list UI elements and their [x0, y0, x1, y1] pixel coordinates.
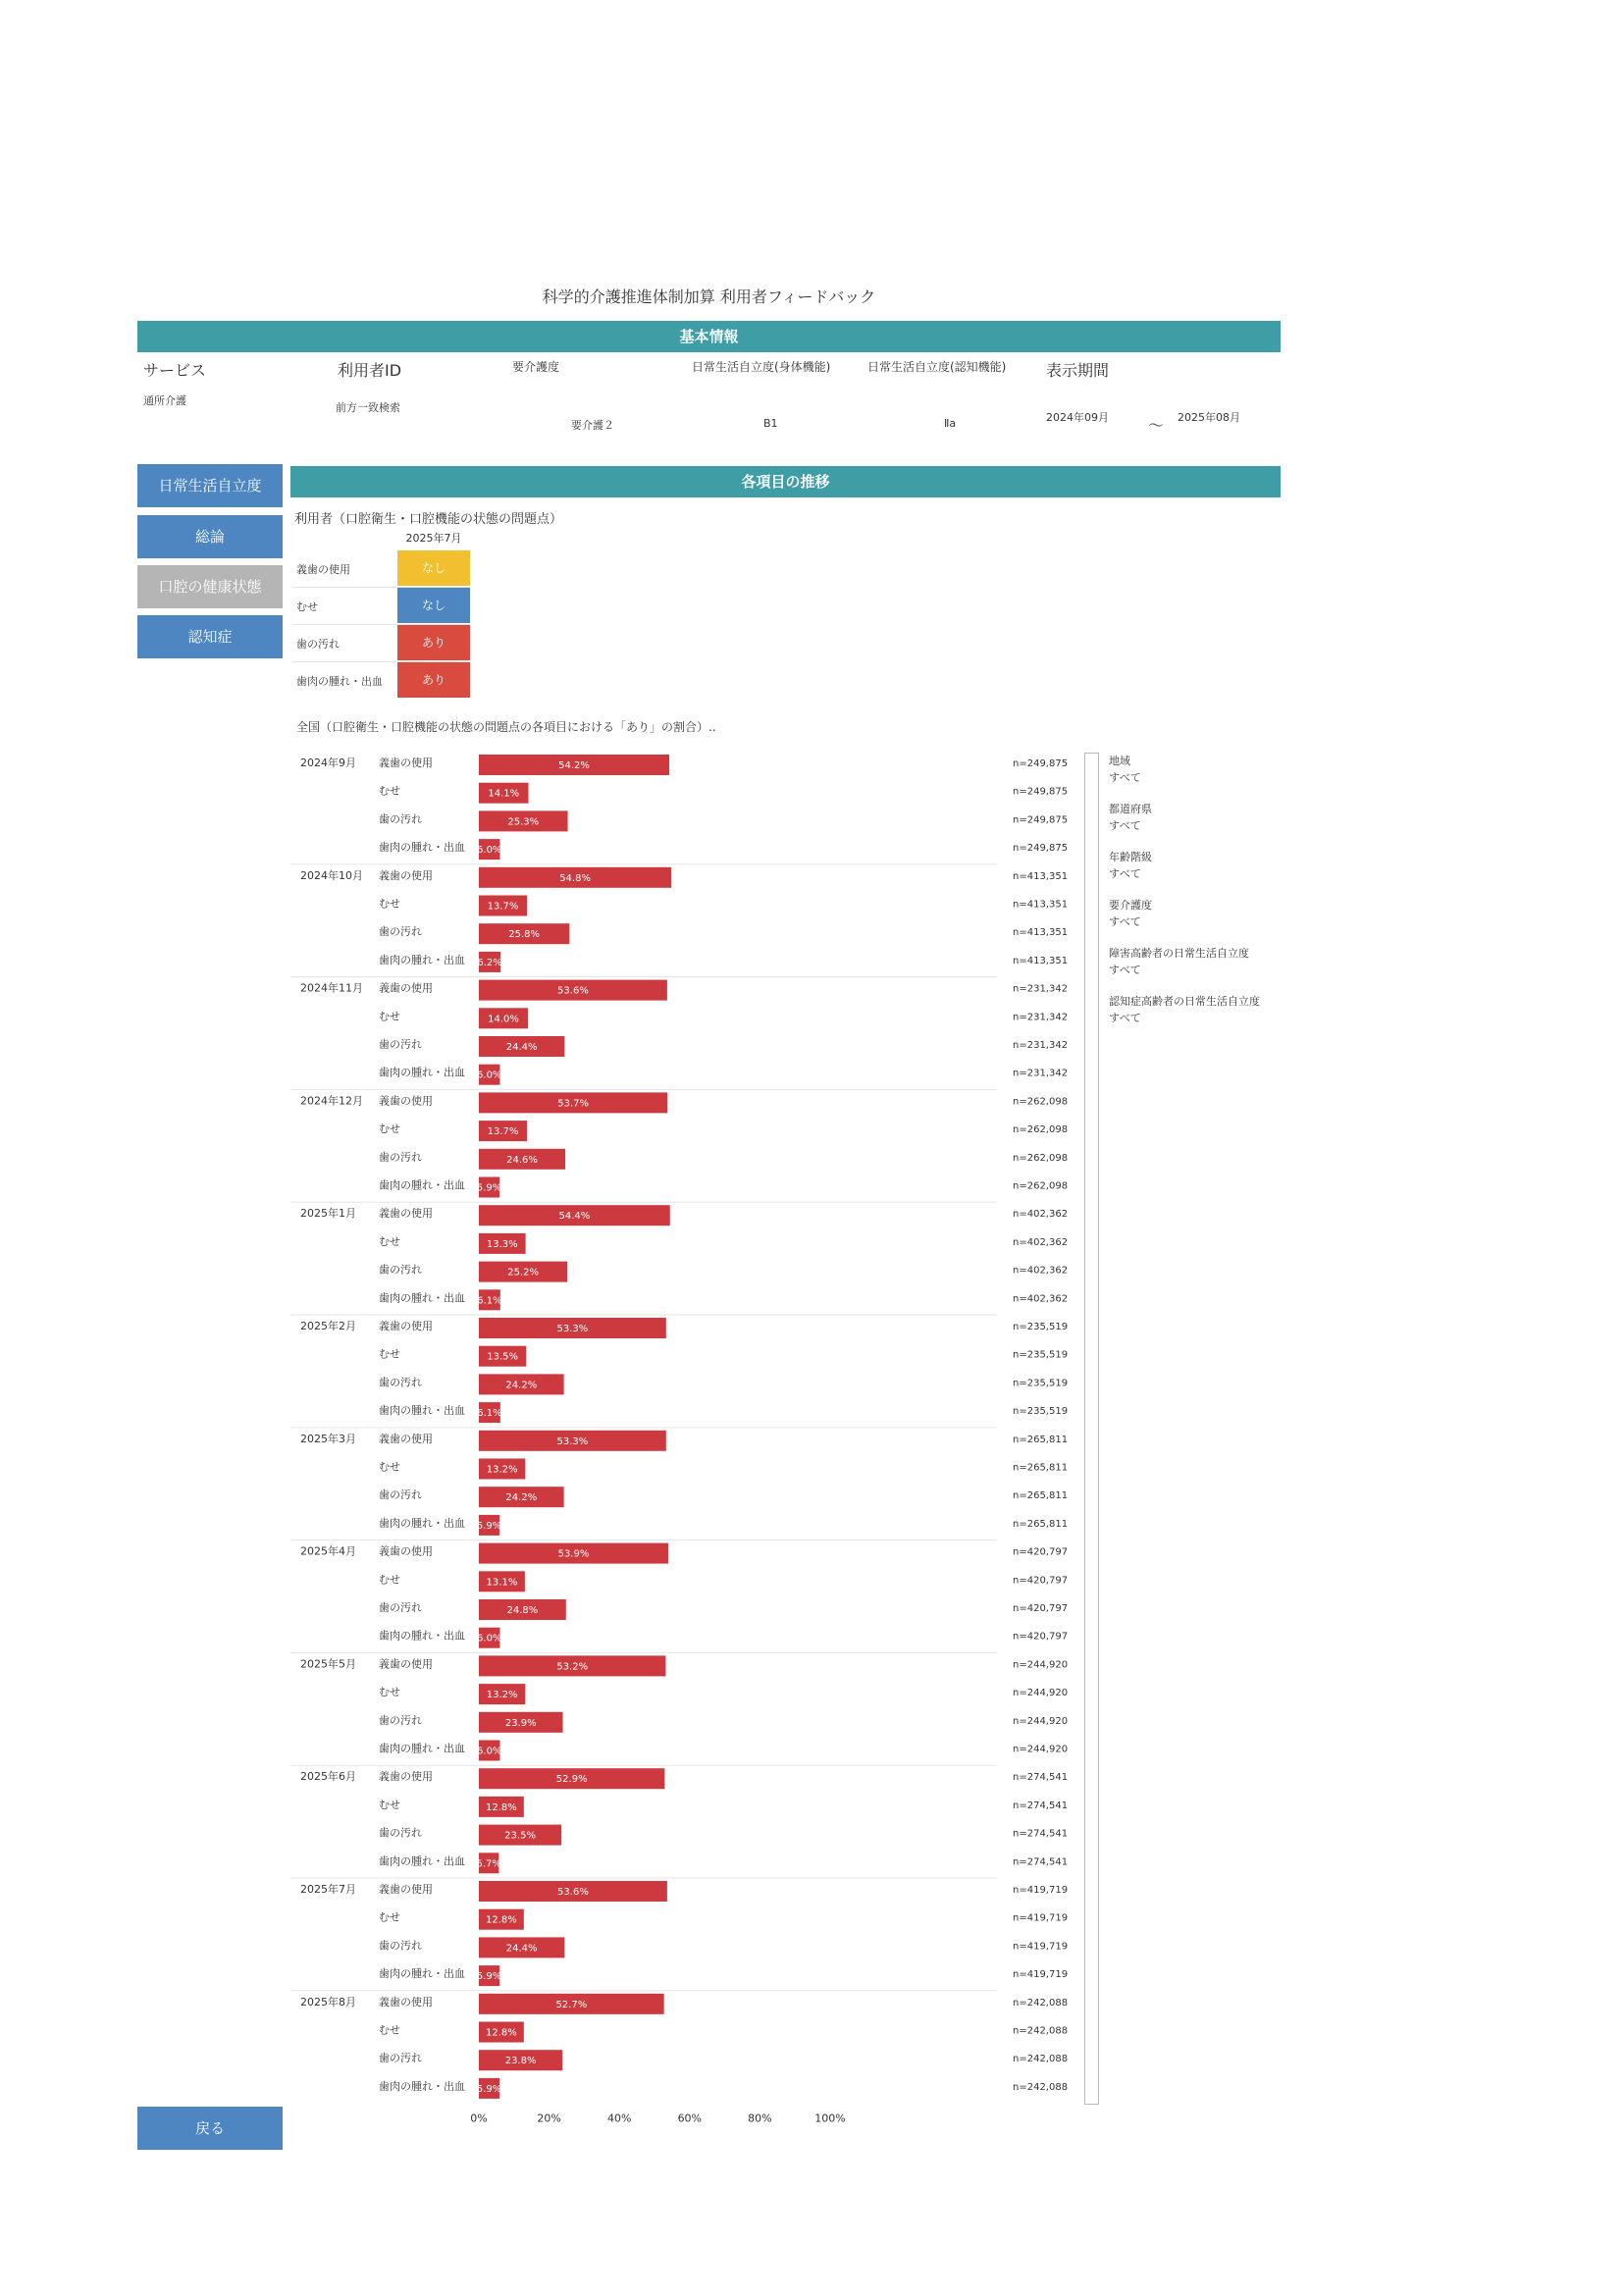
item-label: むせ [379, 1234, 400, 1248]
period-column [1046, 358, 1240, 435]
bar-value-label: 12.8% [486, 1914, 517, 1926]
month-label: 2025年4月 [300, 1544, 356, 1558]
bar-value-label: 54.8% [559, 872, 591, 884]
item-label: 歯肉の腫れ・出血 [379, 953, 465, 966]
filter-value[interactable]: すべて [1109, 819, 1141, 832]
item-label: 歯の汚れ [379, 1263, 422, 1277]
user-id-search-input[interactable]: 前方一致検索 [336, 401, 400, 414]
n-label: n=242,088 [1013, 2081, 1069, 2093]
n-label: n=265,811 [1013, 1462, 1069, 1474]
x-tick-label: 80% [748, 2112, 772, 2125]
filter-item[interactable] [1109, 753, 1141, 786]
bar-value-label: 6.0% [477, 1633, 502, 1644]
filter-label: 地域 [1109, 755, 1130, 767]
national-chart-title: 全国（口腔衛生・口腔機能の状態の問題点の各項目における「あり」の割合）.. [296, 720, 716, 734]
item-label: むせ [379, 1910, 400, 1924]
n-label: n=235,519 [1013, 1378, 1069, 1389]
n-label: n=235,519 [1013, 1322, 1069, 1332]
item-label: むせ [379, 1573, 400, 1587]
n-label: n=231,342 [1013, 1068, 1069, 1079]
user-row-label: むせ [296, 600, 318, 613]
bar-value-label: 53.9% [557, 1548, 590, 1560]
sidebar-item-overview[interactable]: 総論 [137, 515, 283, 558]
month-label: 2025年6月 [300, 1770, 356, 1784]
n-label: n=413,351 [1013, 870, 1069, 882]
n-label: n=402,362 [1013, 1265, 1069, 1277]
item-label: むせ [379, 897, 400, 911]
bar-value-label: 24.2% [505, 1492, 538, 1504]
item-label: 歯肉の腫れ・出血 [379, 2079, 465, 2093]
item-label: 歯の汚れ [379, 1939, 422, 1953]
bar-value-label: 24.4% [505, 1943, 538, 1955]
bar-value-label: 24.6% [506, 1154, 538, 1166]
sidebar-item-adl[interactable]: 日常生活自立度 [137, 464, 283, 507]
n-label: n=419,719 [1013, 1941, 1069, 1953]
filter-item[interactable] [1109, 849, 1152, 882]
n-label: n=235,519 [1013, 1406, 1069, 1418]
filter-item[interactable] [1109, 945, 1249, 978]
sidebar-item-oral-health[interactable]: 口腔の健康状態 [137, 565, 283, 608]
bar-value-label: 25.3% [507, 816, 540, 828]
item-label: 歯の汚れ [379, 1376, 422, 1389]
bar-value-label: 14.1% [488, 788, 520, 800]
item-label: 義歯の使用 [379, 1995, 433, 2009]
item-label: 歯肉の腫れ・出血 [379, 1178, 465, 1192]
basic-info-header: 基本情報 [137, 321, 1281, 352]
bar-value-label: 53.2% [556, 1661, 589, 1673]
month-label: 2025年1月 [300, 1207, 356, 1221]
n-label: n=242,088 [1013, 1997, 1069, 2009]
item-label: むせ [379, 1347, 400, 1361]
filter-scrollbar[interactable] [1084, 753, 1099, 2105]
user-row-value: あり [397, 625, 470, 660]
filter-value[interactable]: すべて [1109, 771, 1141, 784]
bar-value-label: 53.6% [557, 1887, 589, 1898]
item-label: むせ [379, 1686, 400, 1699]
bar-value-label: 53.3% [556, 1324, 589, 1334]
n-label: n=262,098 [1013, 1096, 1069, 1108]
bar-value-label: 6.2% [477, 957, 502, 968]
filter-item[interactable] [1109, 993, 1260, 1026]
n-label: n=262,098 [1013, 1180, 1069, 1192]
item-label: 歯肉の腫れ・出血 [379, 841, 465, 855]
user-row-value: なし [397, 588, 470, 623]
adl-cognitive-value: Ⅱa [944, 417, 957, 430]
n-label: n=402,362 [1013, 1236, 1069, 1248]
user-row-label: 歯の汚れ [296, 638, 340, 651]
adl-physical-column [692, 358, 831, 430]
filter-item[interactable] [1109, 897, 1152, 930]
bar-value-label: 6.0% [477, 1070, 502, 1081]
bar-value-label: 53.3% [556, 1435, 589, 1447]
bar-value-label: 12.8% [486, 2027, 517, 2039]
n-label: n=244,920 [1013, 1688, 1069, 1699]
month-label: 2024年11月 [300, 981, 363, 995]
bar-value-label: 52.7% [555, 1999, 588, 2010]
n-label: n=265,811 [1013, 1434, 1069, 1445]
item-label: 義歯の使用 [379, 1544, 433, 1558]
user-table-column-header: 2025年7月 [405, 532, 462, 545]
item-label: 義歯の使用 [379, 981, 433, 995]
n-label: n=419,719 [1013, 1912, 1069, 1924]
trend-header: 各項目の推移 [290, 466, 1281, 497]
bar-value-label: 25.2% [507, 1267, 539, 1278]
item-label: 歯の汚れ [379, 1150, 422, 1164]
item-label: 義歯の使用 [379, 757, 433, 769]
care-level-value: 要介護２ [571, 419, 614, 432]
item-label: 義歯の使用 [379, 1883, 433, 1896]
user-row-label: 義歯の使用 [296, 563, 350, 576]
bar-value-label: 23.8% [504, 2056, 537, 2067]
x-tick-label: 60% [677, 2112, 703, 2125]
n-label: n=244,920 [1013, 1744, 1069, 1755]
month-label: 2025年2月 [300, 1320, 356, 1332]
bar-value-label: 24.2% [505, 1380, 538, 1391]
n-label: n=249,875 [1013, 786, 1069, 798]
user-row-label: 歯肉の腫れ・出血 [296, 675, 383, 688]
user-id-column [336, 358, 402, 414]
n-label: n=249,875 [1013, 843, 1069, 855]
item-label: 義歯の使用 [379, 1770, 433, 1784]
n-label: n=265,811 [1013, 1518, 1069, 1530]
n-label: n=420,797 [1013, 1631, 1069, 1643]
bar-value-label: 6.1% [477, 1408, 502, 1420]
user-row-value: あり [397, 662, 470, 698]
bar-value-label: 23.5% [504, 1830, 536, 1842]
period-label: 表示期間 [1046, 361, 1110, 380]
n-label: n=413,351 [1013, 955, 1069, 966]
period-separator: ～ [1148, 416, 1165, 435]
item-label: むせ [379, 1460, 400, 1474]
filter-label: 認知症高齢者の日常生活自立度 [1109, 995, 1260, 1008]
service-label: サービス [143, 361, 207, 380]
item-label: 歯肉の腫れ・出血 [379, 1967, 465, 1981]
item-label: 歯の汚れ [379, 2052, 422, 2065]
month-label: 2025年3月 [300, 1432, 356, 1445]
item-label: 歯の汚れ [379, 1488, 422, 1502]
n-label: n=244,920 [1013, 1715, 1069, 1727]
user-table-title: 利用者（口腔衛生・口腔機能の状態の問題点） [294, 512, 563, 527]
bar-value-label: 24.8% [506, 1605, 539, 1616]
item-label: 義歯の使用 [379, 1094, 433, 1108]
x-tick-label: 0% [470, 2112, 488, 2125]
filter-label: 障害高齢者の日常生活自立度 [1109, 947, 1249, 960]
item-label: 歯肉の腫れ・出血 [379, 1629, 465, 1643]
filter-value[interactable]: すべて [1109, 867, 1141, 880]
bar-value-label: 13.1% [486, 1577, 518, 1589]
n-label: n=242,088 [1013, 2025, 1069, 2037]
filter-label: 年齢階級 [1109, 851, 1152, 863]
bar-value-label: 52.9% [555, 1774, 588, 1786]
n-label: n=249,875 [1013, 758, 1069, 769]
bar-value-label: 23.9% [504, 1717, 537, 1729]
month-label: 2024年10月 [300, 868, 363, 882]
bar-value-label: 12.8% [486, 1801, 517, 1813]
user-row-value: なし [397, 550, 470, 586]
bar-value-label: 54.4% [558, 1211, 591, 1223]
bar-value-label: 53.7% [557, 1098, 590, 1110]
bar-value-label: 53.6% [557, 985, 589, 997]
care-level-label: 要介護度 [512, 360, 560, 374]
bar-value-label: 6.0% [477, 845, 502, 857]
bar-value-label: 13.3% [486, 1238, 518, 1250]
item-label: 歯肉の腫れ・出血 [379, 1854, 465, 1868]
adl-cognitive-label: 日常生活自立度(認知機能) [867, 360, 1007, 374]
n-label: n=231,342 [1013, 1012, 1069, 1023]
bar-value-label: 6.0% [477, 1746, 502, 1757]
item-label: 歯の汚れ [379, 925, 422, 939]
bar-value-label: 54.2% [558, 760, 590, 771]
filter-label: 都道府県 [1109, 803, 1152, 815]
month-label: 2024年9月 [300, 757, 356, 769]
n-label: n=413,351 [1013, 927, 1069, 939]
x-tick-label: 40% [606, 2112, 632, 2125]
n-label: n=274,541 [1013, 1772, 1069, 1784]
item-label: 歯肉の腫れ・出血 [379, 1066, 465, 1079]
x-tick-label: 20% [537, 2112, 561, 2125]
n-label: n=231,342 [1013, 983, 1069, 995]
n-label: n=420,797 [1013, 1546, 1069, 1558]
filter-label: 要介護度 [1109, 899, 1152, 912]
month-label: 2024年12月 [300, 1094, 363, 1108]
care-level-column [512, 358, 614, 432]
n-label: n=402,362 [1013, 1293, 1069, 1305]
item-label: 歯肉の腫れ・出血 [379, 1516, 465, 1530]
basic-info-panel [137, 358, 1281, 446]
item-label: むせ [379, 2023, 400, 2037]
n-label: n=244,920 [1013, 1659, 1069, 1671]
n-label: n=419,719 [1013, 1885, 1069, 1896]
bar-value-label: 25.8% [508, 929, 541, 941]
n-label: n=413,351 [1013, 899, 1069, 911]
item-label: 歯の汚れ [379, 1601, 422, 1614]
page-title: 科学的介護推進体制加算 利用者フィードバック [542, 287, 876, 306]
bar-value-label: 6.1% [477, 1295, 502, 1307]
bar-value-label: 13.2% [486, 1464, 518, 1476]
filter-item[interactable] [1109, 801, 1152, 834]
n-label: n=249,875 [1013, 814, 1069, 826]
item-label: むせ [379, 1010, 400, 1023]
filter-value[interactable]: すべて [1109, 1012, 1141, 1024]
n-label: n=274,541 [1013, 1828, 1069, 1840]
bar-value-label: 13.7% [487, 901, 519, 913]
bar-value-label: 13.7% [487, 1126, 519, 1138]
item-label: 歯の汚れ [379, 1826, 422, 1840]
bar-value-label: 24.4% [505, 1042, 538, 1053]
n-label: n=419,719 [1013, 1969, 1069, 1981]
item-label: 歯の汚れ [379, 1038, 422, 1051]
item-label: 歯の汚れ [379, 812, 422, 826]
user-id-label: 利用者ID [338, 361, 402, 380]
adl-cognitive-column [867, 358, 1007, 430]
n-label: n=274,541 [1013, 1856, 1069, 1868]
item-label: むせ [379, 1798, 400, 1811]
item-label: 義歯の使用 [379, 868, 433, 882]
month-label: 2025年7月 [300, 1883, 356, 1896]
filter-value[interactable]: すべて [1109, 915, 1141, 928]
n-label: n=265,811 [1013, 1490, 1069, 1502]
item-label: 義歯の使用 [379, 1432, 433, 1445]
month-label: 2025年5月 [300, 1657, 356, 1671]
n-label: n=262,098 [1013, 1152, 1069, 1164]
bar-value-label: 13.2% [486, 1690, 518, 1701]
n-label: n=420,797 [1013, 1575, 1069, 1587]
bar-value-label: 5.9% [476, 2083, 502, 2095]
service-column [143, 358, 207, 407]
bar-value-label: 5.9% [476, 1182, 502, 1194]
item-label: 歯肉の腫れ・出血 [379, 1404, 465, 1418]
period-from[interactable]: 2024年09月 [1046, 411, 1109, 424]
bar-value-label: 5.9% [476, 1520, 502, 1532]
adl-physical-value: B1 [763, 417, 778, 430]
bar-value-label: 14.0% [488, 1014, 519, 1025]
national-bar-chart [290, 751, 1075, 2144]
bar-value-label: 5.9% [476, 1971, 502, 1983]
n-label: n=420,797 [1013, 1603, 1069, 1614]
item-label: 歯の汚れ [379, 1713, 422, 1727]
service-value[interactable]: 通所介護 [143, 394, 186, 407]
x-tick-label: 100% [814, 2112, 846, 2125]
item-label: 歯肉の腫れ・出血 [379, 1742, 465, 1755]
filter-value[interactable]: すべて [1109, 964, 1141, 976]
n-label: n=235,519 [1013, 1349, 1069, 1361]
back-button[interactable]: 戻る [137, 2107, 283, 2150]
item-label: 義歯の使用 [379, 1657, 433, 1671]
n-label: n=231,342 [1013, 1040, 1069, 1051]
n-label: n=402,362 [1013, 1209, 1069, 1221]
n-label: n=242,088 [1013, 2054, 1069, 2065]
item-label: むせ [379, 784, 400, 798]
n-label: n=274,541 [1013, 1800, 1069, 1811]
adl-physical-label: 日常生活自立度(身体機能) [692, 360, 831, 374]
month-label: 2025年8月 [300, 1995, 356, 2009]
item-label: 義歯の使用 [379, 1320, 433, 1332]
sidebar-item-dementia[interactable]: 認知症 [137, 615, 283, 658]
item-label: 歯肉の腫れ・出血 [379, 1291, 465, 1305]
item-label: 義歯の使用 [379, 1207, 433, 1221]
bar-value-label: 13.5% [487, 1351, 519, 1363]
period-to[interactable]: 2025年08月 [1178, 411, 1240, 424]
n-label: n=262,098 [1013, 1124, 1069, 1136]
item-label: むせ [379, 1122, 400, 1136]
bar-value-label: 5.7% [476, 1858, 501, 1870]
